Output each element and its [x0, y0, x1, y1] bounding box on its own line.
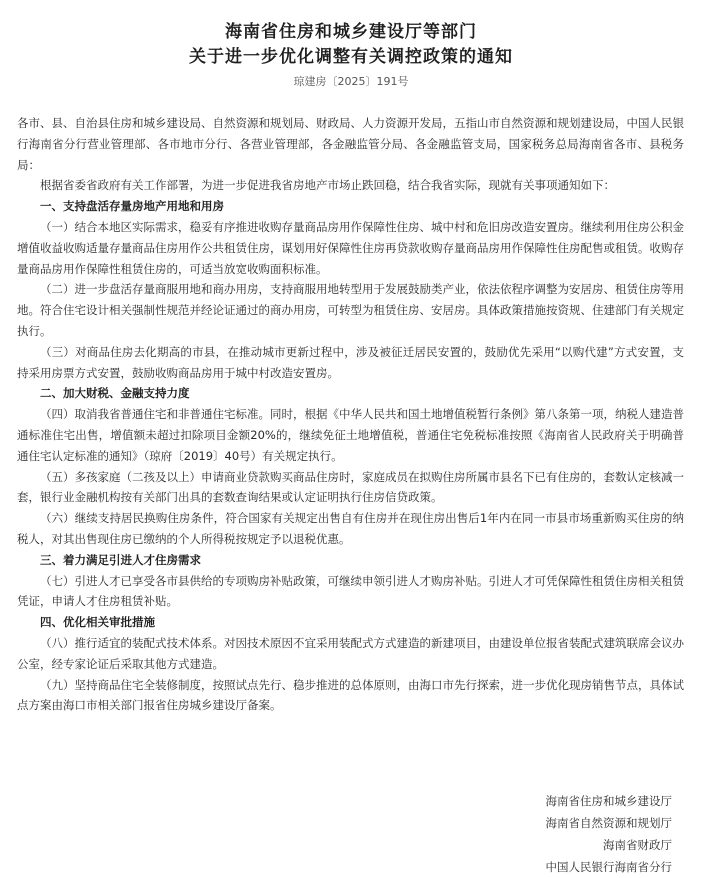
addressees: 各市、县、自治县住房和城乡建设局、自然资源和规划局、财政局、人力资源开发局，五指山市自然资源和规划建设局，中国人民银行海南省分行营业管理部、各市地市分行、各营业管理部，各金融监管分局、各金融监管支局，国家税务总局海南省各市、县税务局：: [17, 116, 684, 172]
section-4-heading: 四、优化相关审批措施: [40, 615, 155, 630]
intro-paragraph: 根据省委省政府有关工作部署，为进一步促进我省房地产市场止跌回稳，结合我省实际，现就有关事项通知如下：: [40, 178, 615, 193]
section-2-heading: 二、加大财税、金融支持力度: [40, 386, 190, 401]
document-title-line-1: 海南省住房和城乡建设厅等部门: [225, 22, 477, 42]
signatory: 海南省住房和城乡建设厅: [545, 794, 672, 808]
paragraph-3: （三）对商品住房去化期高的市县，在推动城市更新过程中，涉及被征迁居民安置的，鼓励优先采用“以购代建”方式安置，支持采用房票方式安置，鼓励收购商品房用于城中村改造安置房。: [17, 344, 684, 380]
section-3-heading: 三、着力满足引进人才住房需求: [40, 552, 201, 567]
paragraph-4: （四）取消我省普通住宅和非普通住宅标准。同时，根据《中华人民共和国土地增值税暂行条例》第八条第一项，纳税人建造普通标准住宅出售，增值额未超过扣除项目金额20%的，继续免征土地增值税，普通住宅免税标准按照《海南省人民政府关于明确普通住宅认定标准的通知》（琼府〔2019〕40号）有关规定执行。: [17, 407, 684, 463]
paragraph-1: （一）结合本地区实际需求，稳妥有序推进收购存量商品房用作保障性住房、城中村和危旧房改造安置房。继续利用住房公积金增值收益收购适量存量商品住房用作公共租赁住房，谋划用好保障性住房再贷款收购存量商品房用作保障性住房配售或租赁。收购存量商品房用作保障性租赁住房的，可适当放宽收购面积标准。: [17, 219, 684, 276]
signatory: 中国人民银行海南省分行: [545, 860, 672, 874]
paragraph-5: （五）多孩家庭（二孩及以上）申请商业贷款购买商品住房时，家庭成员在拟购住房所属市县名下已有住房的，套数认定核减一套，银行业金融机构按有关部门出具的套数查询结果或认定证明执行住房信贷政策。: [17, 469, 684, 505]
paragraph-6: （六）继续支持居民换购住房条件，符合国家有关规定出售自有住房并在现住房出售后1年内在同一市县市场重新购买住房的纳税人，对其出售现住房已缴纳的个人所得税按规定予以退税优惠。: [17, 511, 684, 546]
signatory-block: [546, 790, 673, 878]
paragraph-9: （九）坚持商品住宅全装修制度，按照试点先行、稳步推进的总体原则，由海口市先行探索，进一步优化现房销售节点，具体试点方案由海口市相关部门报省住房城乡建设厅备案。: [17, 677, 684, 713]
document-title-line-2: 关于进一步优化调整有关调控政策的通知: [189, 47, 513, 67]
paragraph-8: （八）推行适宜的装配式技术体系。对因技术原因不宜采用装配式方式建造的新建项目，由建设单位报省装配式建筑联席会议办公室，经专家论证后采取其他方式建造。: [17, 635, 684, 671]
section-1-heading: 一、支持盘活存量房地产用地和用房: [40, 199, 224, 214]
paragraph-7: （七）引进人才已享受各市县供给的专项购房补贴政策，可继续申领引进人才购房补贴。引进人才可凭保障性租赁住房相关租赁凭证，申请人才住房租赁补贴。: [17, 573, 684, 609]
signatory: 海南省财政厅: [603, 838, 672, 852]
paragraph-2: （二）进一步盘活存量商服用地和商办用房，支持商服用地转型用于发展鼓励类产业，依法依程序调整为安居房、租赁住房等用地。符合住宅设计相关强制性规范并经论证通过的商办用房，可转型为租赁住房、安居房。具体政策措施按资规、住建部门有关规定执行。: [17, 282, 684, 338]
document-number: 琼建房〔2025〕191号: [293, 75, 409, 88]
signatory: 海南省自然资源和规划厅: [545, 816, 672, 830]
document-body: [0, 113, 702, 716]
